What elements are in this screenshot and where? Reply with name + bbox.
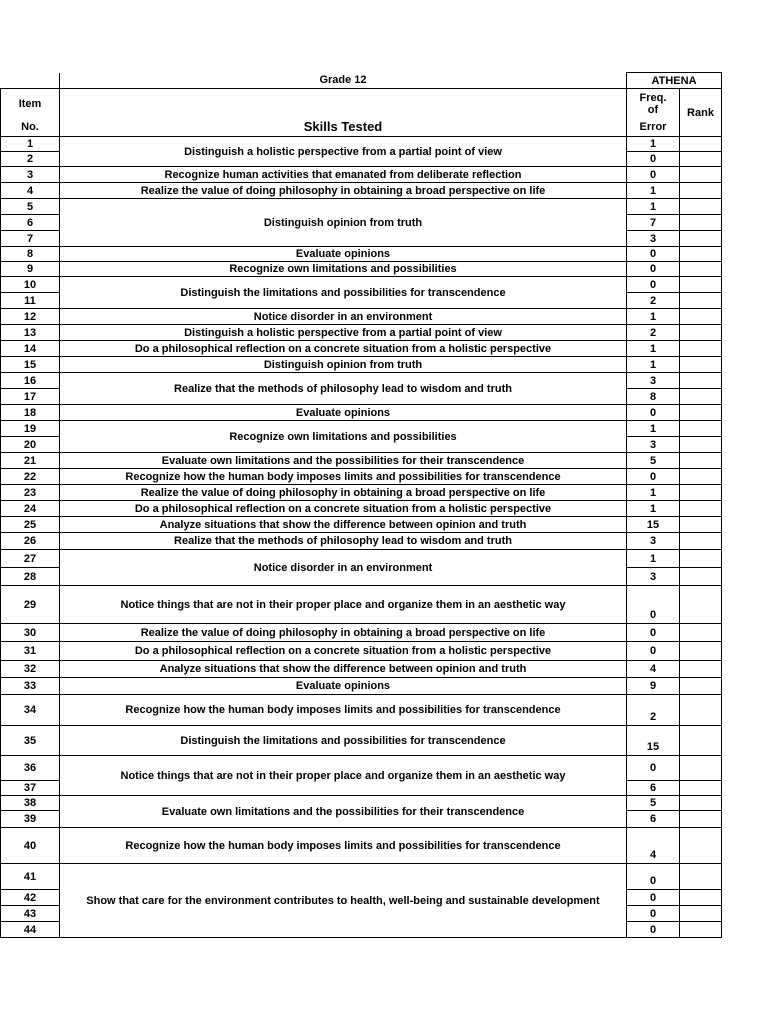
error-frequency: 4 [627,828,680,864]
skill-cell: Analyze situations that show the difference between opinion and truth [60,661,627,678]
error-frequency: 0 [627,405,680,421]
rank-cell [680,828,722,864]
rank-cell [680,453,722,469]
skill-cell: Recognize how the human body imposes limits and possibilities for transcendence [60,695,627,726]
rank-cell [680,906,722,922]
item-number: 40 [1,828,60,864]
error-frequency: 1 [627,501,680,517]
skill-cell: Notice things that are not in their proper place and organize them in an aesthetic way [60,756,627,796]
rank-cell [680,642,722,661]
item-number: 6 [1,215,60,231]
rank-cell [680,309,722,325]
item-number: 7 [1,231,60,247]
skill-cell: Recognize own limitations and possibilities [60,262,627,277]
item-number: 16 [1,373,60,389]
rank-cell [680,357,722,373]
rank-cell [680,661,722,678]
table-row [1,756,722,781]
item-number: 8 [1,247,60,262]
table-row [1,695,722,726]
skill-cell: Distinguish the limitations and possibilities for transcendence [60,726,627,756]
rank-cell [680,586,722,624]
no-header: No. [1,119,60,137]
item-number: 35 [1,726,60,756]
rank-cell [680,726,722,756]
error-frequency: 1 [627,199,680,215]
skill-cell: Realize that the methods of philosophy lead to wisdom and truth [60,373,627,405]
table-row [1,405,722,421]
item-number: 39 [1,811,60,828]
skill-cell: Do a philosophical reflection on a concrete situation from a holistic perspective [60,642,627,661]
table-row [1,199,722,215]
error-frequency: 0 [627,247,680,262]
item-number: 13 [1,325,60,341]
error-frequency: 0 [627,922,680,938]
table-row [1,421,722,437]
item-number: 12 [1,309,60,325]
error-frequency: 9 [627,678,680,695]
rank-header: Rank [680,89,722,137]
rank-cell [680,231,722,247]
error-frequency: 6 [627,811,680,828]
rank-cell [680,215,722,231]
error-frequency: 6 [627,781,680,796]
skill-cell: Evaluate opinions [60,247,627,262]
skills-header-top [60,89,627,119]
skill-cell: Recognize human activities that emanated from deliberate reflection [60,167,627,183]
item-number: 10 [1,277,60,293]
table-row [1,642,722,661]
item-number: 14 [1,341,60,357]
item-number: 41 [1,864,60,890]
rank-cell [680,811,722,828]
rank-cell [680,781,722,796]
error-frequency: 15 [627,517,680,533]
rank-cell [680,568,722,586]
error-frequency: 0 [627,167,680,183]
rank-cell [680,517,722,533]
error-frequency: 1 [627,550,680,568]
error-frequency: 2 [627,695,680,726]
skill-cell: Evaluate opinions [60,405,627,421]
error-frequency: 3 [627,568,680,586]
item-number: 44 [1,922,60,938]
item-number: 42 [1,890,60,906]
table-row [1,469,722,485]
skill-cell: Evaluate own limitations and the possibilities for their transcendence [60,453,627,469]
skill-cell: Distinguish opinion from truth [60,357,627,373]
rank-cell [680,183,722,199]
table-row [1,485,722,501]
rank-cell [680,277,722,293]
rank-cell [680,922,722,938]
error-frequency: 1 [627,485,680,501]
section-name: ATHENA [627,73,722,89]
table-row [1,262,722,277]
item-header: Item [1,89,60,119]
item-number: 22 [1,469,60,485]
error-header: Error [627,119,680,137]
table-row [1,586,722,624]
error-frequency: 1 [627,183,680,199]
skill-cell: Realize the value of doing philosophy in obtaining a broad perspective on life [60,624,627,642]
error-frequency: 5 [627,796,680,811]
table-row [1,247,722,262]
item-number: 15 [1,357,60,373]
item-number: 38 [1,796,60,811]
table-row [1,517,722,533]
table-row [1,357,722,373]
rank-cell [680,167,722,183]
item-number: 37 [1,781,60,796]
item-number: 11 [1,293,60,309]
error-frequency: 1 [627,137,680,152]
error-frequency: 5 [627,453,680,469]
error-frequency: 0 [627,756,680,781]
table-row [1,309,722,325]
blank-corner [1,73,60,89]
table-row [1,325,722,341]
error-frequency: 3 [627,533,680,550]
freq-header [627,89,680,119]
table-row [1,373,722,389]
error-frequency: 3 [627,231,680,247]
table-row [1,726,722,756]
skill-cell: Notice things that are not in their proper place and organize them in an aesthetic way [60,586,627,624]
error-frequency: 1 [627,421,680,437]
table-row [1,277,722,293]
item-number: 18 [1,405,60,421]
rank-cell [680,137,722,152]
error-frequency: 3 [627,437,680,453]
skill-cell: Show that care for the environment contributes to health, well-being and sustainable development [60,864,627,938]
rank-cell [680,469,722,485]
table-row [1,533,722,550]
table-row [1,678,722,695]
item-number: 23 [1,485,60,501]
item-number: 32 [1,661,60,678]
rank-cell [680,695,722,726]
error-frequency: 0 [627,262,680,277]
skill-cell: Evaluate own limitations and the possibilities for their transcendence [60,796,627,828]
item-number: 30 [1,624,60,642]
table-row [1,550,722,568]
error-frequency: 4 [627,661,680,678]
item-number: 17 [1,389,60,405]
item-number: 1 [1,137,60,152]
rank-cell [680,247,722,262]
item-number: 28 [1,568,60,586]
error-frequency: 2 [627,325,680,341]
item-number: 24 [1,501,60,517]
item-number: 20 [1,437,60,453]
rank-cell [680,550,722,568]
error-frequency: 8 [627,389,680,405]
item-number: 21 [1,453,60,469]
table-row [1,796,722,811]
item-number: 5 [1,199,60,215]
table-row [1,661,722,678]
skill-cell: Realize that the methods of philosophy lead to wisdom and truth [60,533,627,550]
error-frequency: 0 [627,277,680,293]
error-frequency: 3 [627,373,680,389]
item-number: 3 [1,167,60,183]
error-frequency: 2 [627,293,680,309]
item-number: 36 [1,756,60,781]
item-number: 19 [1,421,60,437]
error-frequency: 1 [627,341,680,357]
rank-cell [680,437,722,453]
error-frequency: 1 [627,309,680,325]
skill-cell: Recognize own limitations and possibilities [60,421,627,453]
skill-cell: Distinguish a holistic perspective from a partial point of view [60,137,627,167]
rank-cell [680,199,722,215]
table-row [1,183,722,199]
skill-cell: Distinguish opinion from truth [60,199,627,247]
rank-cell [680,341,722,357]
skill-cell: Distinguish the limitations and possibilities for transcendence [60,277,627,309]
rank-cell [680,485,722,501]
table-row [1,501,722,517]
error-frequency: 0 [627,152,680,167]
item-number: 31 [1,642,60,661]
freq-label-2: of [647,103,659,116]
table-row [1,624,722,642]
rank-cell [680,501,722,517]
error-frequency: 0 [627,469,680,485]
item-number: 34 [1,695,60,726]
item-number: 43 [1,906,60,922]
table-row [1,864,722,890]
table-row [1,453,722,469]
skill-cell: Recognize how the human body imposes limits and possibilities for transcendence [60,469,627,485]
rank-cell [680,796,722,811]
skill-cell: Notice disorder in an environment [60,309,627,325]
rank-cell [680,678,722,695]
table-row [1,828,722,864]
item-number: 26 [1,533,60,550]
item-number: 2 [1,152,60,167]
error-frequency: 0 [627,864,680,890]
skill-cell: Distinguish a holistic perspective from a partial point of view [60,325,627,341]
skill-cell: Realize the value of doing philosophy in obtaining a broad perspective on life [60,183,627,199]
rank-cell [680,373,722,389]
skill-cell: Do a philosophical reflection on a concrete situation from a holistic perspective [60,501,627,517]
skill-cell: Recognize how the human body imposes limits and possibilities for transcendence [60,828,627,864]
error-frequency: 0 [627,642,680,661]
item-number: 25 [1,517,60,533]
rank-cell [680,756,722,781]
item-number: 33 [1,678,60,695]
table-row [1,341,722,357]
skill-cell: Realize the value of doing philosophy in obtaining a broad perspective on life [60,485,627,501]
rank-cell [680,624,722,642]
error-frequency: 0 [627,586,680,624]
item-number: 4 [1,183,60,199]
error-frequency: 0 [627,890,680,906]
rank-cell [680,864,722,890]
item-number: 9 [1,262,60,277]
rank-cell [680,262,722,277]
item-number: 27 [1,550,60,568]
rank-cell [680,152,722,167]
table-row [1,137,722,152]
error-frequency: 7 [627,215,680,231]
rank-cell [680,890,722,906]
freq-label-1: Freq. [639,91,667,104]
item-analysis-table [0,72,722,938]
rank-cell [680,533,722,550]
rank-cell [680,405,722,421]
error-frequency: 0 [627,624,680,642]
grade-title: Grade 12 [60,73,627,89]
skill-cell: Do a philosophical reflection on a concrete situation from a holistic perspective [60,341,627,357]
skill-cell: Analyze situations that show the difference between opinion and truth [60,517,627,533]
skill-cell: Evaluate opinions [60,678,627,695]
rank-cell [680,389,722,405]
error-frequency: 0 [627,906,680,922]
skill-cell: Notice disorder in an environment [60,550,627,586]
error-frequency: 15 [627,726,680,756]
rank-cell [680,293,722,309]
skills-header: Skills Tested [60,119,627,137]
rank-cell [680,325,722,341]
table-row [1,167,722,183]
rank-cell [680,421,722,437]
item-number: 29 [1,586,60,624]
error-frequency: 1 [627,357,680,373]
